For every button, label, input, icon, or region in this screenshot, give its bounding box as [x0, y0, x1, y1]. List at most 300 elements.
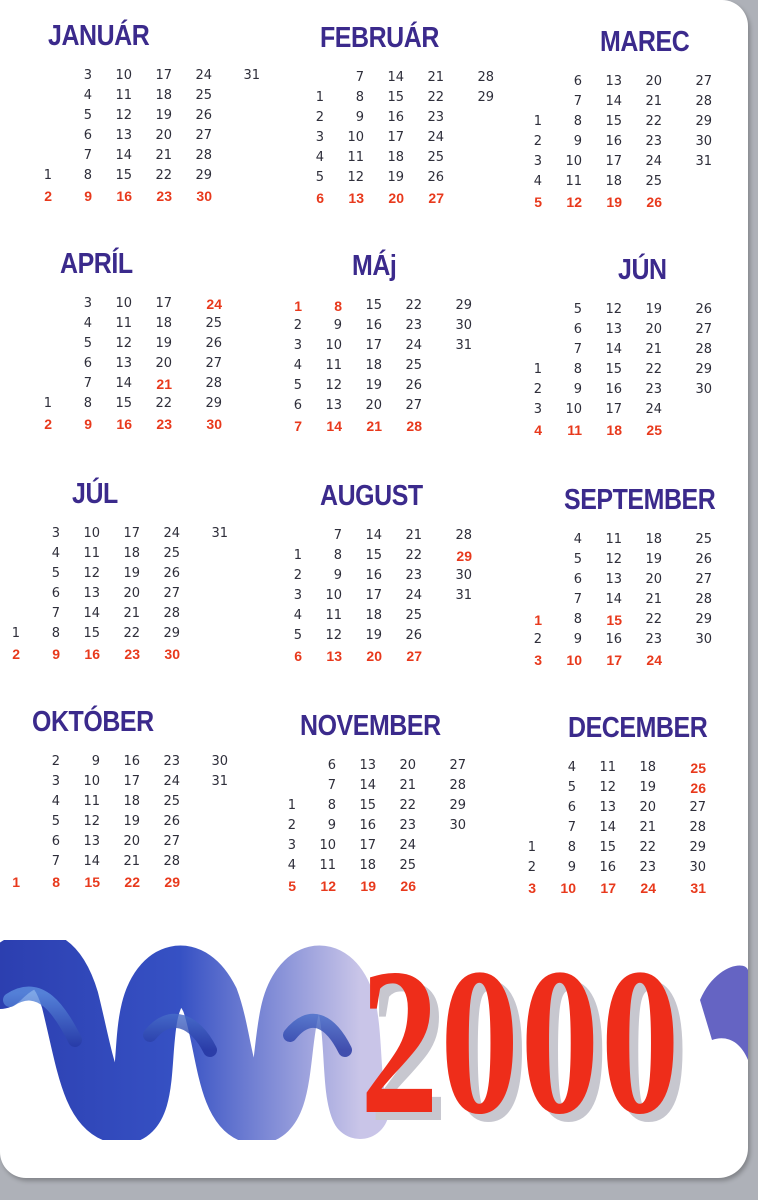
day-cell: 7: [51, 854, 60, 869]
day-cell: 18: [387, 150, 404, 165]
day-cell: 9: [567, 860, 576, 875]
day-cell: 4: [567, 760, 576, 775]
day-cell: 7: [333, 528, 342, 543]
day-cell: 17: [605, 402, 622, 417]
day-cell: 30: [455, 318, 472, 333]
day-cell: 5: [83, 108, 92, 123]
day-cell: 22: [124, 874, 140, 890]
day-cell: 7: [83, 148, 92, 163]
day-cell: 27: [695, 572, 712, 587]
day-cell: 11: [565, 174, 582, 189]
day-cell: 1: [294, 298, 302, 314]
day-cell: 22: [427, 90, 444, 105]
day-cell: 6: [573, 322, 582, 337]
day-cell: 19: [387, 170, 404, 185]
day-cell: 31: [690, 880, 706, 896]
day-cell: 11: [325, 608, 342, 623]
day-cell: 23: [639, 860, 656, 875]
day-cell: 24: [405, 588, 422, 603]
day-cell: 5: [534, 194, 542, 210]
day-cell: 2: [533, 632, 542, 647]
day-cell: 25: [405, 608, 422, 623]
day-cell: 15: [605, 362, 622, 377]
day-cell: 28: [195, 148, 212, 163]
day-cell: 7: [294, 418, 302, 434]
day-cell: 19: [155, 108, 172, 123]
day-cell: 9: [573, 134, 582, 149]
day-cell: 1: [43, 396, 52, 411]
day-cell: 22: [123, 626, 140, 641]
day-cell: 18: [605, 174, 622, 189]
day-cell: 19: [123, 566, 140, 581]
day-cell: 10: [115, 296, 132, 311]
day-cell: 3: [287, 838, 296, 853]
day-cell: 19: [360, 878, 376, 894]
day-cell: 3: [51, 774, 60, 789]
day-cell: 7: [573, 342, 582, 357]
day-cell: 3: [533, 402, 542, 417]
day-cell: 25: [645, 174, 662, 189]
day-cell: 26: [695, 302, 712, 317]
day-cell: 5: [315, 170, 324, 185]
day-cell: 17: [359, 838, 376, 853]
day-cell: 6: [573, 74, 582, 89]
day-cell: 26: [405, 378, 422, 393]
day-cell: 17: [365, 588, 382, 603]
day-cell: 27: [449, 758, 466, 773]
day-cell: 30: [695, 632, 712, 647]
day-cell: 20: [645, 572, 662, 587]
day-cell: 5: [573, 552, 582, 567]
day-cell: 20: [645, 322, 662, 337]
day-cell: 14: [83, 606, 100, 621]
day-cell: 15: [365, 548, 382, 563]
month-september: [508, 484, 748, 714]
day-cell: 24: [645, 154, 662, 169]
day-cell: 23: [645, 134, 662, 149]
day-cell: 29: [195, 168, 212, 183]
day-cell: 31: [455, 588, 472, 603]
day-cell: 14: [387, 70, 404, 85]
day-cell: 4: [83, 88, 92, 103]
month-október: [0, 706, 236, 936]
day-cell: 14: [359, 778, 376, 793]
day-cell: 13: [348, 190, 364, 206]
day-cell: 8: [355, 90, 364, 105]
day-cell: 28: [689, 820, 706, 835]
day-cell: 6: [51, 586, 60, 601]
day-cell: 25: [405, 358, 422, 373]
day-cell: 13: [359, 758, 376, 773]
day-cell: 10: [319, 838, 336, 853]
month-jún: [508, 254, 748, 484]
day-cell: 6: [51, 834, 60, 849]
day-cell: 25: [205, 316, 222, 331]
day-cell: 15: [605, 114, 622, 129]
day-cell: 10: [565, 402, 582, 417]
day-cell: 18: [155, 316, 172, 331]
day-cell: 15: [115, 396, 132, 411]
day-cell: 29: [456, 548, 472, 564]
day-cell: 16: [116, 188, 132, 204]
day-cell: 4: [534, 422, 542, 438]
day-cell: 24: [427, 130, 444, 145]
day-cell: 11: [325, 358, 342, 373]
day-cell: 18: [365, 608, 382, 623]
day-cell: 3: [83, 68, 92, 83]
day-cell: 28: [695, 592, 712, 607]
day-cell: 12: [325, 378, 342, 393]
day-cell: 20: [366, 648, 382, 664]
day-cell: 26: [163, 566, 180, 581]
day-cell: 29: [164, 874, 180, 890]
day-cell: 20: [399, 758, 416, 773]
day-cell: 4: [83, 316, 92, 331]
day-cell: 23: [399, 818, 416, 833]
day-cell: 11: [83, 794, 100, 809]
day-cell: 20: [123, 586, 140, 601]
day-cell: 3: [51, 526, 60, 541]
day-cell: 4: [315, 150, 324, 165]
day-cell: 5: [288, 878, 296, 894]
day-cell: 8: [51, 626, 60, 641]
day-cell: 7: [51, 606, 60, 621]
day-cell: 28: [449, 778, 466, 793]
day-cell: 22: [645, 362, 662, 377]
day-cell: 21: [123, 606, 140, 621]
month-name: JÚL: [72, 478, 118, 510]
day-cell: 2: [527, 860, 536, 875]
day-cell: 1: [287, 798, 296, 813]
day-cell: 10: [560, 880, 576, 896]
day-cell: 22: [639, 840, 656, 855]
day-cell: 18: [645, 532, 662, 547]
day-cell: 30: [206, 416, 222, 432]
day-cell: 24: [645, 402, 662, 417]
day-cell: 12: [347, 170, 364, 185]
day-cell: 31: [211, 774, 228, 789]
day-cell: 29: [695, 612, 712, 627]
day-cell: 26: [195, 108, 212, 123]
day-cell: 2: [533, 134, 542, 149]
day-cell: 12: [605, 302, 622, 317]
day-cell: 10: [566, 652, 582, 668]
day-cell: 10: [325, 338, 342, 353]
day-cell: 17: [387, 130, 404, 145]
day-cell: 26: [405, 628, 422, 643]
month-name: APRÍL: [60, 248, 133, 280]
day-cell: 19: [365, 628, 382, 643]
day-cell: 18: [123, 546, 140, 561]
day-cell: 22: [645, 612, 662, 627]
day-cell: 21: [366, 418, 382, 434]
day-cell: 8: [334, 298, 342, 314]
month-name: FEBRUÁR: [320, 22, 439, 54]
day-cell: 17: [123, 774, 140, 789]
day-cell: 21: [155, 148, 172, 163]
day-cell: 25: [399, 858, 416, 873]
day-cell: 16: [123, 754, 140, 769]
day-cell: 26: [646, 194, 662, 210]
day-cell: 28: [455, 528, 472, 543]
month-name: NOVEMBER: [300, 710, 441, 742]
day-cell: 30: [695, 382, 712, 397]
day-cell: 23: [645, 382, 662, 397]
day-cell: 27: [195, 128, 212, 143]
day-cell: 23: [405, 568, 422, 583]
day-cell: 29: [455, 298, 472, 313]
day-cell: 28: [477, 70, 494, 85]
month-december: [502, 712, 748, 942]
day-cell: 10: [565, 154, 582, 169]
day-cell: 2: [44, 416, 52, 432]
day-cell: 18: [123, 794, 140, 809]
day-cell: 19: [639, 780, 656, 795]
day-cell: 7: [567, 820, 576, 835]
day-cell: 9: [91, 754, 100, 769]
day-cell: 20: [645, 74, 662, 89]
day-cell: 9: [52, 646, 60, 662]
day-cell: 14: [115, 376, 132, 391]
day-cell: 8: [83, 168, 92, 183]
day-cell: 24: [640, 880, 656, 896]
day-cell: 19: [123, 814, 140, 829]
day-cell: 27: [695, 74, 712, 89]
day-cell: 16: [116, 416, 132, 432]
day-cell: 8: [573, 114, 582, 129]
day-cell: 6: [573, 572, 582, 587]
day-cell: 1: [293, 548, 302, 563]
day-cell: 30: [695, 134, 712, 149]
day-cell: 13: [83, 586, 100, 601]
day-cell: 29: [477, 90, 494, 105]
day-cell: 25: [690, 760, 706, 776]
day-cell: 13: [115, 128, 132, 143]
day-cell: 12: [325, 628, 342, 643]
day-cell: 2: [315, 110, 324, 125]
day-cell: 9: [327, 818, 336, 833]
day-cell: 19: [365, 378, 382, 393]
day-cell: 27: [205, 356, 222, 371]
day-cell: 15: [387, 90, 404, 105]
day-cell: 1: [527, 840, 536, 855]
day-cell: 14: [83, 854, 100, 869]
day-cell: 23: [405, 318, 422, 333]
day-cell: 23: [427, 110, 444, 125]
month-február: [290, 22, 540, 252]
day-cell: 3: [534, 652, 542, 668]
month-name: DECEMBER: [568, 712, 708, 744]
day-cell: 31: [695, 154, 712, 169]
day-cell: 16: [605, 134, 622, 149]
day-cell: 27: [689, 800, 706, 815]
day-cell: 7: [355, 70, 364, 85]
day-cell: 16: [599, 860, 616, 875]
day-cell: 30: [164, 646, 180, 662]
day-cell: 10: [115, 68, 132, 83]
day-cell: 12: [605, 552, 622, 567]
day-cell: 3: [83, 296, 92, 311]
day-cell: 1: [43, 168, 52, 183]
month-marec: [508, 26, 748, 256]
day-cell: 21: [645, 342, 662, 357]
day-cell: 2: [44, 188, 52, 204]
day-cell: 17: [155, 296, 172, 311]
day-cell: 2: [12, 646, 20, 662]
day-cell: 24: [163, 774, 180, 789]
day-cell: 25: [163, 794, 180, 809]
day-cell: 14: [326, 418, 342, 434]
day-cell: 10: [347, 130, 364, 145]
day-cell: 26: [163, 814, 180, 829]
day-cell: 4: [533, 174, 542, 189]
day-cell: 4: [51, 794, 60, 809]
day-cell: 16: [387, 110, 404, 125]
day-cell: 3: [528, 880, 536, 896]
day-cell: 15: [359, 798, 376, 813]
day-cell: 13: [605, 322, 622, 337]
day-cell: 23: [163, 754, 180, 769]
day-cell: 13: [605, 74, 622, 89]
day-cell: 9: [355, 110, 364, 125]
day-cell: 11: [115, 88, 132, 103]
day-cell: 10: [83, 526, 100, 541]
day-cell: 20: [365, 398, 382, 413]
day-cell: 15: [83, 626, 100, 641]
day-cell: 28: [406, 418, 422, 434]
day-cell: 4: [287, 858, 296, 873]
day-cell: 8: [567, 840, 576, 855]
day-cell: 16: [365, 568, 382, 583]
day-cell: 20: [155, 128, 172, 143]
day-cell: 21: [639, 820, 656, 835]
day-cell: 13: [325, 398, 342, 413]
day-cell: 14: [605, 94, 622, 109]
day-cell: 25: [427, 150, 444, 165]
day-cell: 21: [645, 94, 662, 109]
day-cell: 24: [163, 526, 180, 541]
day-cell: 29: [689, 840, 706, 855]
day-cell: 2: [51, 754, 60, 769]
day-cell: 22: [155, 168, 172, 183]
day-cell: 29: [695, 362, 712, 377]
day-cell: 16: [365, 318, 382, 333]
day-cell: 31: [455, 338, 472, 353]
day-cell: 6: [316, 190, 324, 206]
day-cell: 30: [196, 188, 212, 204]
day-cell: 5: [293, 628, 302, 643]
day-cell: 2: [533, 382, 542, 397]
day-cell: 12: [320, 878, 336, 894]
day-cell: 3: [315, 130, 324, 145]
day-cell: 6: [83, 128, 92, 143]
day-cell: 26: [400, 878, 416, 894]
month-máj: [268, 250, 518, 480]
day-cell: 19: [645, 552, 662, 567]
day-cell: 10: [83, 774, 100, 789]
day-cell: 25: [163, 546, 180, 561]
day-cell: 11: [115, 316, 132, 331]
day-cell: 1: [534, 612, 542, 628]
day-cell: 22: [645, 114, 662, 129]
day-cell: 18: [359, 858, 376, 873]
day-cell: 13: [83, 834, 100, 849]
day-cell: 12: [599, 780, 616, 795]
day-cell: 1: [12, 874, 20, 890]
day-cell: 29: [695, 114, 712, 129]
day-cell: 2: [293, 568, 302, 583]
day-cell: 25: [646, 422, 662, 438]
day-cell: 24: [399, 838, 416, 853]
day-cell: 12: [83, 814, 100, 829]
day-cell: 6: [83, 356, 92, 371]
day-cell: 16: [605, 632, 622, 647]
day-cell: 8: [573, 362, 582, 377]
day-cell: 4: [293, 608, 302, 623]
day-cell: 6: [294, 648, 302, 664]
day-cell: 4: [573, 532, 582, 547]
day-cell: 26: [695, 552, 712, 567]
day-cell: 11: [83, 546, 100, 561]
day-cell: 8: [573, 612, 582, 627]
day-cell: 28: [695, 94, 712, 109]
day-cell: 21: [156, 376, 172, 392]
day-cell: 5: [83, 336, 92, 351]
day-cell: 27: [428, 190, 444, 206]
month-name: MÁj: [352, 250, 397, 282]
day-cell: 31: [243, 68, 260, 83]
day-cell: 14: [599, 820, 616, 835]
day-cell: 5: [51, 814, 60, 829]
day-cell: 29: [449, 798, 466, 813]
day-cell: 27: [163, 834, 180, 849]
day-cell: 23: [645, 632, 662, 647]
day-cell: 21: [399, 778, 416, 793]
day-cell: 28: [205, 376, 222, 391]
day-cell: 24: [195, 68, 212, 83]
month-name: JANUÁR: [48, 20, 150, 52]
day-cell: 7: [83, 376, 92, 391]
month-name: MAREC: [600, 26, 690, 58]
day-cell: 17: [123, 526, 140, 541]
day-cell: 7: [573, 94, 582, 109]
day-cell: 19: [645, 302, 662, 317]
day-cell: 8: [52, 874, 60, 890]
day-cell: 17: [365, 338, 382, 353]
day-cell: 14: [605, 342, 622, 357]
day-cell: 13: [599, 800, 616, 815]
month-august: [268, 480, 518, 710]
month-júl: [0, 478, 236, 708]
day-cell: 7: [573, 592, 582, 607]
day-cell: 15: [115, 168, 132, 183]
day-cell: 22: [405, 298, 422, 313]
day-cell: 11: [599, 760, 616, 775]
day-cell: 13: [605, 572, 622, 587]
day-cell: 12: [115, 336, 132, 351]
month-apríl: [18, 248, 268, 478]
day-cell: 11: [605, 532, 622, 547]
day-cell: 26: [205, 336, 222, 351]
day-cell: 14: [605, 592, 622, 607]
day-cell: 18: [155, 88, 172, 103]
day-cell: 16: [605, 382, 622, 397]
day-cell: 17: [155, 68, 172, 83]
day-cell: 4: [51, 546, 60, 561]
day-cell: 16: [84, 646, 100, 662]
day-cell: 9: [573, 632, 582, 647]
day-cell: 22: [405, 548, 422, 563]
